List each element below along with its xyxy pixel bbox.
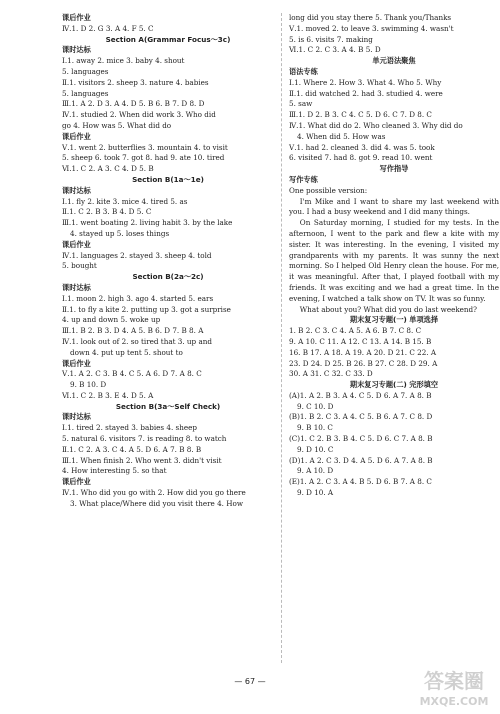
answer-line: Ⅰ.1. tired 2. stayed 3. babies 4. sheep (62, 423, 197, 433)
section-heading: 单元语法聚焦 (372, 56, 416, 66)
answer-line: Ⅱ.1. C 2. B 3. B 4. D 5. C (62, 207, 152, 217)
answer-line: 23. D 24. D 25. B 26. B 27. C 28. D 29. A (289, 358, 438, 368)
answer-line: 4. When did 5. How was (297, 131, 386, 141)
answer-line: Ⅱ.1. did watched 2. had 3. studied 4. were (289, 88, 443, 98)
answer-line: Ⅲ.1. went boating 2. living habit 3. by the lake (62, 218, 233, 228)
answer-line: Ⅴ.1. moved 2. to leave 3. swimming 4. wasn't (289, 23, 454, 33)
section-label: 语法专练 (289, 66, 318, 76)
answer-line: Ⅴ.1. went 2. butterflies 3. mountain 4. to visit (62, 142, 228, 152)
answer-line: Ⅰ.1. Where 2. How 3. What 4. Who 5. Why (289, 77, 442, 87)
answer-line: 5. languages (62, 88, 109, 98)
answer-line: Ⅵ.1. C 2. B 3. E 4. D 5. A (62, 390, 154, 400)
answer-line: Ⅲ.1. D 2. B 3. C 4. C 5. D 6. C 7. D 8. C (289, 110, 432, 120)
answer-line: (C)1. C 2. B 3. B 4. C 5. D 6. C 7. A 8. B (289, 434, 433, 444)
answer-line: 9. B 10. D (70, 380, 107, 390)
section-heading: Section B(2a～2c) (132, 272, 204, 282)
essay-paragraph: What about you? What did you do last weekend? (299, 304, 478, 314)
answer-line: (B)1. B 2. C 3. A 4. C 5. B 6. A 7. C 8. D (289, 412, 433, 422)
left-column (62, 13, 274, 510)
essay-paragraph: On Saturday morning, I studied for my tests. In the afternoon, I went to the park and flew a kite with my sister. It was interesting. In the evening, I visited my grandparents with my parents. It was sunny the next morning. So I helped Old Henry clean the house. For me, it was meaningful. After that, I played football with my friends. It was exciting and we had a great time. In the evening, I watched a talk show on TV. It was so funny. (289, 218, 499, 303)
section-label: 课时达标 (62, 185, 91, 195)
section-label: 课后作业 (62, 131, 91, 141)
answer-line: 6. visited 7. had 8. got 9. read 10. went (289, 153, 433, 163)
answer-line: 5. bought (62, 261, 97, 271)
answer-line: Ⅱ.1. visitors 2. sheep 3. nature 4. babies (62, 77, 209, 87)
answer-line: One possible version: (289, 185, 368, 195)
answer-line: Ⅳ.1. languages 2. stayed 3. sheep 4. told (62, 250, 212, 260)
answer-line: Ⅲ.1. A 2. D 3. A 4. D 5. B 6. B 7. D 8. D (62, 99, 205, 109)
answer-line: (E)1. A 2. C 3. A 4. B 5. D 6. B 7. A 8. C (289, 477, 432, 487)
answer-line: 9. D 10. A (297, 488, 334, 498)
answer-line: 5. is 6. visits 7. making (289, 34, 373, 44)
answer-line: 5. natural 6. visitors 7. is reading 8. to watch (62, 434, 227, 444)
answer-line: 4. up and down 5. woke up (62, 315, 161, 325)
answer-line: Ⅳ.1. look out of 2. so tired that 3. up and (62, 336, 212, 346)
answer-line: 5. sheep 6. took 7. got 8. had 9. ate 10. tired (62, 153, 225, 163)
answer-line: Ⅳ.1. What did do 2. Who cleaned 3. Why did do (289, 120, 463, 130)
section-label: 课后作业 (62, 477, 91, 487)
answer-line: 9. A 10. D (297, 466, 334, 476)
answer-line: Ⅱ.1. to fly a kite 2. putting up 3. got a surprise (62, 304, 231, 314)
answer-line: down 4. put up tent 5. shout to (70, 347, 183, 357)
watermark-url: MXQE.COM (419, 695, 489, 708)
answer-line: go 4. How was 5. What did do (62, 120, 172, 130)
section-label: 课时达标 (62, 282, 91, 292)
column-divider (281, 13, 282, 663)
section-label: 课时达标 (62, 45, 91, 55)
answer-line: Ⅰ.1. moon 2. high 3. ago 4. started 5. ears (62, 293, 214, 303)
answer-line: 9. A 10. C 11. A 12. C 13. A 14. B 15. B (289, 336, 432, 346)
answer-line: 9. C 10. D (297, 401, 334, 411)
section-heading: Section B(3a～Self Check) (115, 401, 221, 411)
section-label: 课后作业 (62, 358, 91, 368)
answer-line: 1. B 2. C 3. C 4. A 5. A 6. B 7. C 8. C (289, 326, 422, 336)
section-heading: 写作指导 (379, 164, 409, 174)
answer-line: 9. D 10. C (297, 444, 334, 454)
answer-line: 9. B 10. C (297, 423, 333, 433)
answer-line: 5. saw (289, 99, 313, 109)
answer-line: 16. B 17. A 18. A 19. A 20. D 21. C 22. A (289, 347, 437, 357)
page-number: — 67 — (234, 677, 266, 686)
answer-line: long did you stay there 5. Thank you/Thanks (289, 13, 452, 22)
essay-paragraph: I'm Mike and I want to share my last weekend with you. I had a busy weekend and I did many things. (289, 196, 499, 217)
section-label: 写作专练 (289, 174, 318, 184)
section-label: 课后作业 (62, 13, 91, 22)
answer-line: 30. A 31. C 32. C 33. D (289, 369, 373, 379)
answer-line: Ⅵ.1. C 2. A 3. C 4. D 5. B (62, 164, 154, 174)
answer-line: 3. What place/Where did you visit there 4. How (70, 498, 243, 508)
section-heading: 期末复习专题(一) 单项选择 (349, 315, 439, 325)
section-heading: 期末复习专题(二) 完形填空 (349, 380, 439, 390)
answer-line: 4. How interesting 5. so that (62, 466, 167, 476)
answer-line: (A)1. A 2. B 3. A 4. C 5. D 6. A 7. A 8. B (289, 390, 432, 400)
answer-line: 4. stayed up 5. loses things (70, 228, 170, 238)
section-heading: Section A(Grammar Focus～3c) (105, 34, 231, 44)
section-heading: Section B(1a～1e) (132, 174, 204, 184)
answer-line: Ⅳ.1. Who did you go with 2. How did you go there (62, 488, 246, 498)
answer-line: Ⅰ.1. fly 2. kite 3. mice 4. tired 5. as (62, 196, 188, 206)
answer-line: Ⅴ.1. had 2. cleaned 3. did 4. was 5. took (289, 142, 435, 152)
watermark-text: 答案圈 (424, 669, 484, 693)
answer-line: Ⅰ.1. away 2. mice 3. baby 4. shout (62, 56, 185, 66)
watermark-logo (412, 662, 496, 710)
answer-line: Ⅳ.1. studied 2. When did work 3. Who did (62, 110, 216, 120)
section-label: 课时达标 (62, 412, 91, 422)
right-column (289, 13, 499, 499)
answer-line: Ⅴ.1. A 2. C 3. B 4. C 5. A 6. D 7. A 8. C (62, 369, 202, 379)
answer-line: (D)1. A 2. C 3. D 4. A 5. D 6. A 7. A 8. B (289, 455, 433, 465)
answer-line: Ⅲ.1. B 2. B 3. D 4. A 5. B 6. D 7. B 8. A (62, 326, 204, 336)
answer-line: Ⅵ.1. C 2. C 3. A 4. B 5. D (289, 45, 381, 55)
answer-line: Ⅳ.1. D 2. G 3. A 4. F 5. C (62, 23, 154, 33)
section-label: 课后作业 (62, 239, 91, 249)
answer-line: Ⅱ.1. C 2. A 3. C 4. A 5. D 6. A 7. B 8. B (62, 444, 202, 454)
answer-line: Ⅲ.1. When finish 2. Who went 3. didn't visit (62, 455, 222, 465)
answer-line: 5. languages (62, 66, 109, 76)
